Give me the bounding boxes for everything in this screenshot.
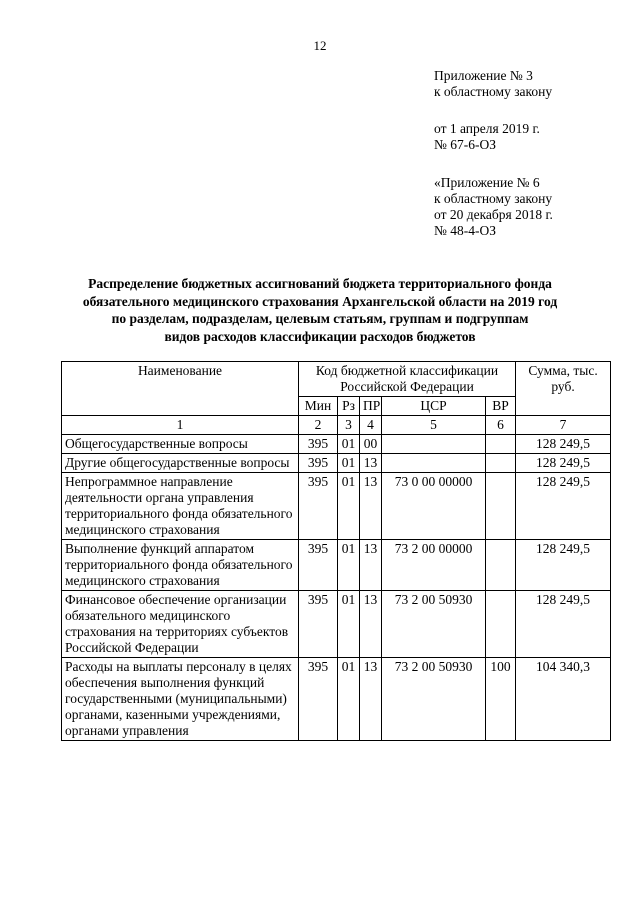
annex-line: от 20 декабря 2018 г. [434,207,553,222]
row-rz: 01 [338,473,360,540]
annex-line: «Приложение № 6 [434,175,540,190]
row-sum: 128 249,5 [516,540,611,591]
row-csr [382,435,486,454]
column-number: 4 [360,416,382,435]
header-code-group: Код бюджетной классификации Российской Федерации [299,362,516,397]
annex-block-6 [434,175,553,239]
title-line: Распределение бюджетных ассигнований бюджета территориального фонда [88,276,552,291]
column-number: 6 [486,416,516,435]
row-csr [382,454,486,473]
row-min: 395 [299,454,338,473]
budget-table [61,361,611,741]
row-pr: 13 [360,540,382,591]
row-sum: 128 249,5 [516,454,611,473]
row-rz: 01 [338,540,360,591]
header-csr: ЦСР [382,397,486,416]
annex-line: от 1 апреля 2019 г. [434,121,540,136]
column-number: 5 [382,416,486,435]
row-min: 395 [299,658,338,741]
row-sum: 104 340,3 [516,658,611,741]
row-sum: 128 249,5 [516,435,611,454]
row-rz: 01 [338,454,360,473]
row-min: 395 [299,473,338,540]
table-header-row [62,362,611,397]
header-vr: ВР [486,397,516,416]
row-csr: 73 2 00 50930 [382,658,486,741]
row-name: Непрограммное направление деятельности органа управления территориального фонда обязательного медицинского страхования [62,473,299,540]
row-rz: 01 [338,435,360,454]
annex-line: к областному закону [434,191,553,206]
row-vr [486,435,516,454]
table-row [62,658,611,741]
annex-line: Приложение № 3 [434,68,533,83]
table-row [62,473,611,540]
row-pr: 13 [360,454,382,473]
row-rz: 01 [338,591,360,658]
header-name: Наименование [62,362,299,416]
annex-line: № 67-6-ОЗ [434,137,497,152]
row-sum: 128 249,5 [516,591,611,658]
page-number: 12 [313,38,327,53]
row-rz: 01 [338,658,360,741]
row-pr: 13 [360,473,382,540]
row-sum: 128 249,5 [516,473,611,540]
row-name: Финансовое обеспечение организации обязательного медицинского страхования на территориях субъектов Российской Федерации [62,591,299,658]
annex-law-date [434,121,540,153]
column-number-row [62,416,611,435]
column-number: 7 [516,416,611,435]
row-name: Другие общегосударственные вопросы [62,454,299,473]
column-number: 3 [338,416,360,435]
title-line: видов расходов классификации расходов бюджетов [164,328,476,344]
row-vr [486,591,516,658]
column-number: 1 [62,416,299,435]
table-row [62,591,611,658]
header-sum: Сумма, тыс. руб. [516,362,611,416]
table-row [62,540,611,591]
row-min: 395 [299,591,338,658]
row-vr: 100 [486,658,516,741]
row-pr: 13 [360,591,382,658]
annex-line: № 48-4-ОЗ [434,223,497,238]
row-pr: 13 [360,658,382,741]
row-vr [486,540,516,591]
annex-line: к областному закону [434,84,553,99]
row-vr [486,473,516,540]
title-line: обязательного медицинского страхования Архангельской области на 2019 год [82,293,558,309]
row-vr [486,454,516,473]
row-name: Расходы на выплаты персоналу в целях обеспечения выполнения функций государственными (муниципальными) органами, казенными учреждениями, органами управления [62,658,299,741]
row-csr: 73 2 00 00000 [382,540,486,591]
row-min: 395 [299,435,338,454]
header-min: Мин [299,397,338,416]
row-csr: 73 2 00 50930 [382,591,486,658]
title-line: по разделам, подразделам, целевым статьям, группам и подгруппам [111,311,529,326]
row-name: Выполнение функций аппаратом территориального фонда обязательного медицинского страхования [62,540,299,591]
header-pr: ПР [360,397,382,416]
header-rz: Рз [338,397,360,416]
row-csr: 73 0 00 00000 [382,473,486,540]
annex-block-3 [434,68,552,100]
table-row [62,435,611,454]
column-number: 2 [299,416,338,435]
row-name: Общегосударственные вопросы [62,435,299,454]
row-min: 395 [299,540,338,591]
row-pr: 00 [360,435,382,454]
table-row [62,454,611,473]
document-title [40,275,600,345]
